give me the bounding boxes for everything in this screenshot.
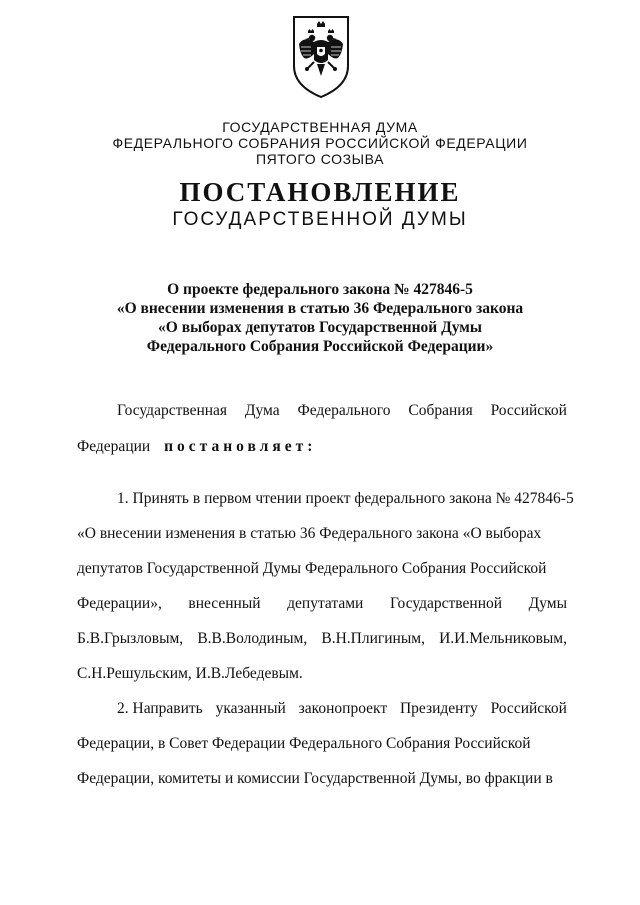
author-name: И.И.Мельниковым, — [439, 630, 567, 647]
author-name: Б.В.Грызловым, — [77, 630, 184, 647]
word: Федерального — [297, 402, 391, 419]
word: депутатами — [287, 595, 364, 612]
word: Российской — [490, 700, 567, 717]
item1-line-3: депутатов Государственной Думы Федерального Собрания Российской — [77, 560, 547, 577]
word: внесенный — [188, 595, 261, 612]
word: Федерации», — [77, 595, 162, 612]
item2-line-2: Федерации, в Совет Федерации Федерального Собрания Российской — [77, 735, 531, 752]
item1-line-1: 1. Принять в первом чтении проект федерального закона № 427846-5 — [117, 490, 574, 507]
subject-line-4: Федерального Собрания Российской Федерации» — [146, 338, 494, 355]
item2-line-1 — [117, 699, 567, 719]
resolving-verb: постановляет: — [164, 438, 317, 455]
word: указанный — [215, 700, 286, 717]
subject-line-3: «О выборах депутатов Государственной Думы — [158, 319, 482, 336]
org-name-line2: ФЕДЕРАЛЬНОГО СОБРАНИЯ РОССИЙСКОЙ ФЕДЕРАЦИИ — [112, 135, 528, 151]
author-name: В.Н.Плигиным, — [321, 630, 425, 647]
word: Государственной — [389, 595, 503, 612]
coat-of-arms-icon — [290, 14, 352, 100]
convocation-line: ПЯТОГО СОЗЫВА — [255, 151, 385, 167]
word: законопроект — [298, 700, 388, 717]
subject-line-1: О проекте федерального закона № 427846-5 — [167, 281, 473, 298]
word: 2. Направить — [117, 700, 203, 717]
item2-line-3: Федерации, комитеты и комиссии Государственной Думы, во фракции в — [77, 770, 553, 787]
word: Президенту — [399, 700, 478, 717]
item1-line-6: С.Н.Решульским, И.В.Лебедевым. — [77, 665, 303, 682]
word: Государственная — [117, 402, 228, 419]
item1-line-5 — [77, 629, 567, 649]
word: Думы — [528, 595, 567, 612]
org-name-line1: ГОСУДАРСТВЕННАЯ ДУМА — [222, 119, 418, 135]
document-type-title: ПОСТАНОВЛЕНИЕ — [179, 177, 461, 207]
subject-line-2: «О внесении изменения в статью 36 Федерального закона — [116, 300, 524, 317]
word: Российской — [490, 402, 567, 419]
word: Дума — [244, 402, 280, 419]
author-name: В.В.Володиным, — [197, 630, 308, 647]
item1-line-2: «О внесении изменения в статью 36 Федерального закона «О выборах — [77, 525, 542, 542]
preamble-line-2 — [77, 437, 567, 457]
preamble-line-1 — [117, 401, 567, 421]
document-issuer-title: ГОСУДАРСТВЕННОЙ ДУМЫ — [172, 209, 468, 230]
item1-line-4 — [77, 594, 567, 614]
word: Собрания — [408, 402, 473, 419]
preamble-subject: Федерации — [77, 438, 151, 455]
